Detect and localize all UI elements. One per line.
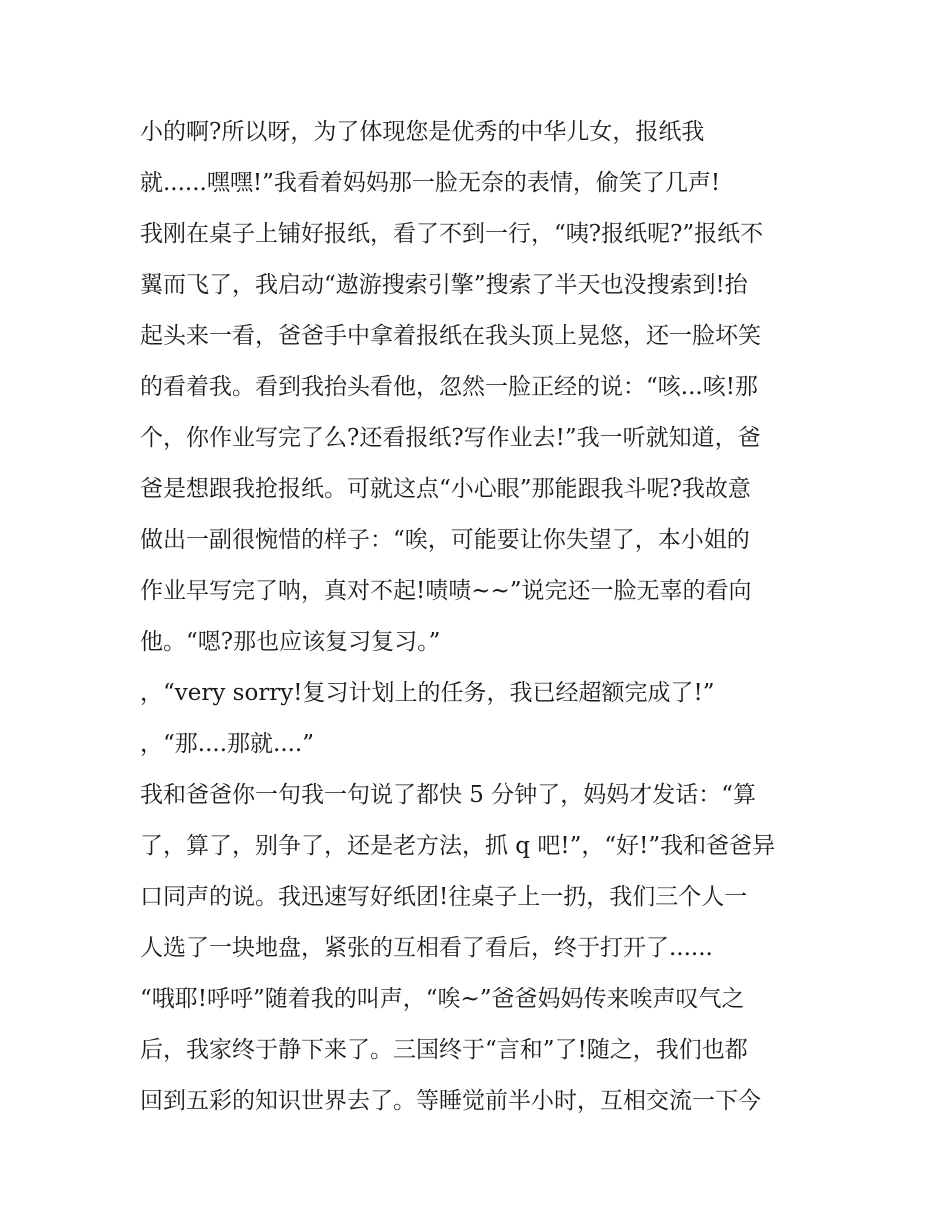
document-body [140, 107, 820, 1127]
text-line: 作业早写完了呐，真对不起!啧啧~~”说完还一脸无辜的看向 [140, 578, 752, 604]
text-line: 个，你作业写完了么?还看报纸?写作业去!”我一听就知道，爸 [140, 425, 761, 451]
text-line: 人选了一块地盘，紧张的互相看了看后，终于打开了...... [140, 935, 713, 961]
text-line: 后，我家终于静下来了。三国终于“言和”了!随之，我们也都 [140, 1037, 748, 1063]
text-line: 翼而飞了，我启动“遨游搜索引擎”搜索了半天也没搜索到!抬 [140, 272, 748, 298]
text-line: “哦耶!呼呼”随着我的叫声，“唉~”爸爸妈妈传来唉声叹气之 [140, 986, 745, 1012]
text-line: 做出一副很惋惜的样子：“唉，可能要让你失望了，本小姐的 [140, 527, 750, 553]
text-line: 回到五彩的知识世界去了。等睡觉前半小时，互相交流一下今 [140, 1088, 761, 1114]
text-line: 我和爸爸你一句我一句说了都快 5 分钟了，妈妈才发话：“算 [140, 782, 757, 808]
text-line: ，“very sorry!复习计划上的任务，我已经超额完成了!” [140, 680, 715, 706]
text-line: 了，算了，别争了，还是老方法，抓 q 吧!”，“好!”我和爸爸异 [140, 833, 776, 859]
text-line: 的看着我。看到我抬头看他，忽然一脸正经的说：“咳...咳!那 [140, 374, 758, 400]
text-line: 口同声的说。我迅速写好纸团!往桌子上一扔，我们三个人一 [140, 884, 748, 910]
text-line: 小的啊?所以呀，为了体现您是优秀的中华儿女，报纸我 [140, 119, 705, 145]
text-line: 起头来一看，爸爸手中拿着报纸在我头顶上晃悠，还一脸坏笑 [140, 323, 761, 349]
text-line: 他。“嗯?那也应该复习复习。” [140, 629, 441, 655]
text-line: 我刚在桌子上铺好报纸，看了不到一行，“咦?报纸呢?”报纸不 [140, 221, 764, 247]
text-line: ，“那....那就....” [140, 731, 315, 757]
text-line: 爸是想跟我抢报纸。可就这点“小心眼”那能跟我斗呢?我故意 [140, 476, 751, 502]
text-line: 就......嘿嘿!”我看着妈妈那一脸无奈的表情，偷笑了几声! [140, 170, 721, 196]
